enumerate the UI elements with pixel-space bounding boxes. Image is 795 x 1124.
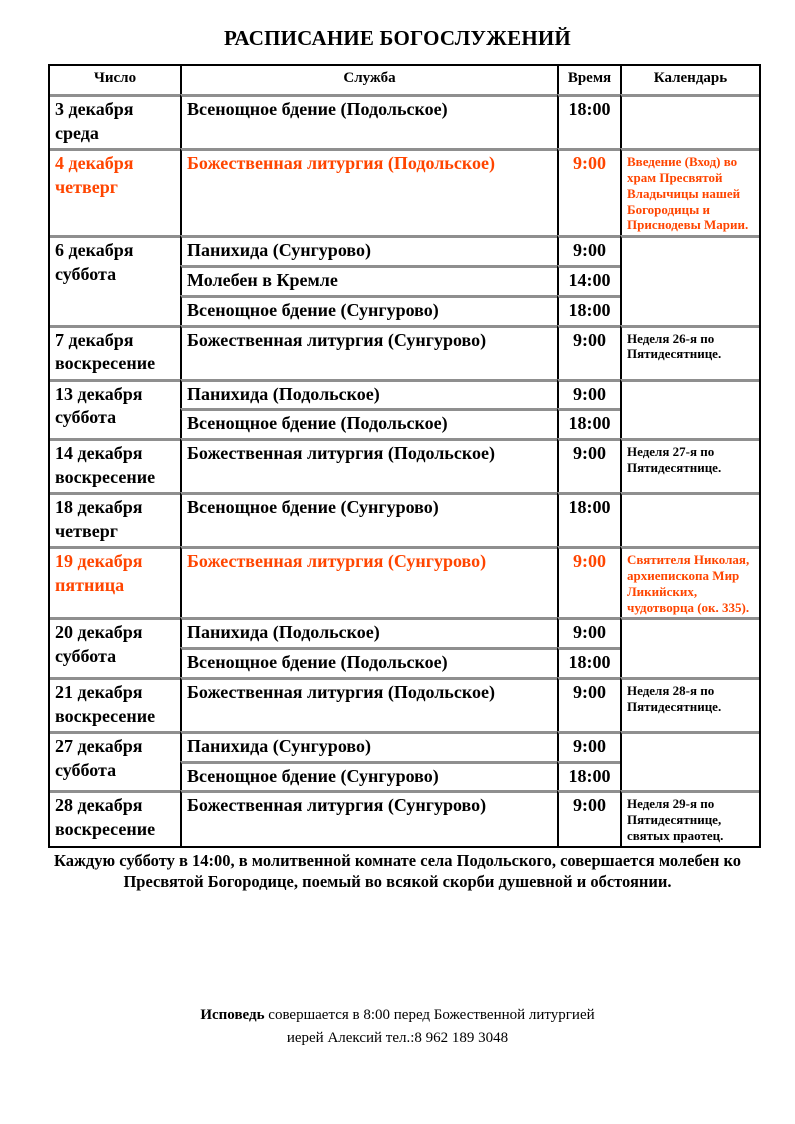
weekday-text: воскресение	[55, 819, 156, 840]
calendar-cell	[620, 492, 759, 546]
weekly-moleben-note: Каждую субботу в 14:00, в молитвенной комнате села Подольского, совершается молебен ко Пресвятой Богородице, поемый во всякой скорби душевной и обстоянии.	[53, 851, 742, 891]
time-cell: 9:00	[557, 731, 620, 761]
column-header-time: Время	[557, 66, 620, 94]
calendar-cell	[620, 731, 759, 791]
date-cell	[50, 546, 180, 617]
confession-line-rest: совершается в 8:00 перед Божественной литургией	[264, 1007, 595, 1024]
service-cell: Божественная литургия (Сунгурово)	[180, 790, 557, 846]
date-text: 13 декабря	[55, 383, 143, 404]
calendar-cell: Неделя 26-я по Пятидесятнице.	[620, 325, 759, 379]
date-text: 7 декабря	[55, 329, 134, 350]
date-text: 14 декабря	[55, 443, 143, 464]
date-cell	[50, 677, 180, 731]
date-cell	[50, 379, 180, 439]
time-cell: 18:00	[557, 647, 620, 677]
calendar-cell	[620, 617, 759, 677]
confession-note	[0, 1004, 795, 1049]
time-cell: 9:00	[557, 325, 620, 379]
time-cell: 9:00	[557, 790, 620, 846]
calendar-cell: Неделя 29-я по Пятидесятнице, святых праотец.	[620, 790, 759, 846]
weekday-text: суббота	[55, 407, 117, 428]
table-row	[50, 617, 759, 647]
calendar-cell	[620, 235, 759, 324]
schedule-body	[50, 94, 759, 846]
weekday-text: суббота	[55, 264, 117, 285]
service-cell: Божественная литургия (Сунгурово)	[180, 325, 557, 379]
service-cell: Панихида (Сунгурово)	[180, 731, 557, 761]
date-cell	[50, 148, 180, 235]
table-row	[50, 546, 759, 617]
service-cell: Божественная литургия (Сунгурово)	[180, 546, 557, 617]
table-row	[50, 492, 759, 546]
table-row	[50, 235, 759, 265]
time-cell: 9:00	[557, 617, 620, 647]
service-cell: Всенощное бдение (Сунгурово)	[180, 492, 557, 546]
service-cell: Всенощное бдение (Подольское)	[180, 647, 557, 677]
service-cell: Панихида (Подольское)	[180, 379, 557, 409]
time-cell: 18:00	[557, 295, 620, 325]
time-cell: 9:00	[557, 235, 620, 265]
service-cell: Панихида (Сунгурово)	[180, 235, 557, 265]
table-row	[50, 325, 759, 379]
column-header-date: Число	[93, 70, 137, 86]
time-cell: 9:00	[557, 677, 620, 731]
priest-phone-line: иерей Алексий тел.:8 962 189 3048	[286, 1029, 509, 1046]
weekday-text: четверг	[55, 176, 118, 197]
time-cell: 18:00	[557, 492, 620, 546]
date-cell	[50, 731, 180, 791]
calendar-cell: Неделя 28-я по Пятидесятнице.	[620, 677, 759, 731]
weekday-text: воскресение	[55, 353, 156, 374]
table-row	[50, 438, 759, 492]
calendar-cell	[620, 379, 759, 439]
weekday-text: четверг	[55, 520, 118, 541]
service-cell: Всенощное бдение (Подольское)	[180, 408, 557, 438]
date-cell	[50, 94, 180, 148]
time-cell: 9:00	[557, 148, 620, 235]
table-row	[50, 94, 759, 148]
date-text: 6 декабря	[55, 240, 134, 261]
confession-word-bold: Исповедь	[200, 1007, 265, 1024]
weekday-text: воскресение	[55, 466, 156, 487]
date-text: 19 декабря	[55, 551, 143, 572]
service-cell: Божественная литургия (Подольское)	[180, 148, 557, 235]
service-cell: Всенощное бдение (Сунгурово)	[180, 295, 557, 325]
time-cell: 9:00	[557, 438, 620, 492]
date-text: 3 декабря	[55, 99, 134, 119]
calendar-cell: Святителя Николая, архиепископа Мир Ликийских, чудотворца (ок. 335).	[620, 546, 759, 617]
weekday-text: суббота	[55, 759, 117, 780]
service-cell: Молебен в Кремле	[180, 265, 557, 295]
date-cell	[50, 438, 180, 492]
column-header-service: Служба	[180, 66, 557, 94]
service-cell: Божественная литургия (Подольское)	[180, 438, 557, 492]
time-cell: 9:00	[557, 379, 620, 409]
time-cell: 18:00	[557, 94, 620, 148]
table-row	[50, 731, 759, 761]
service-cell: Всенощное бдение (Подольское)	[180, 94, 557, 148]
date-cell	[50, 235, 180, 324]
weekday-text: воскресение	[55, 705, 156, 726]
date-text: 28 декабря	[55, 795, 143, 816]
table-row	[50, 790, 759, 846]
time-cell: 18:00	[557, 408, 620, 438]
column-header-calendar: Календарь	[620, 66, 759, 94]
calendar-cell: Неделя 27-я по Пятидесятнице.	[620, 438, 759, 492]
date-cell	[50, 325, 180, 379]
date-cell	[50, 617, 180, 677]
weekday-text: суббота	[55, 646, 117, 667]
page-title: РАСПИСАНИЕ БОГОСЛУЖЕНИЙ	[224, 26, 571, 50]
service-cell: Панихида (Подольское)	[180, 617, 557, 647]
date-text: 4 декабря	[55, 153, 134, 173]
table-header-row	[50, 66, 759, 94]
date-text: 20 декабря	[55, 622, 143, 643]
time-cell: 18:00	[557, 761, 620, 791]
date-cell	[50, 492, 180, 546]
table-row	[50, 379, 759, 409]
date-text: 21 декабря	[55, 681, 143, 702]
date-text: 27 декабря	[55, 735, 143, 756]
schedule-table	[48, 64, 761, 848]
service-cell: Божественная литургия (Подольское)	[180, 677, 557, 731]
table-row	[50, 148, 759, 235]
confession-line	[0, 1004, 795, 1027]
table-row	[50, 677, 759, 731]
calendar-cell	[620, 94, 759, 148]
calendar-cell: Введение (Вход) во храм Пресвятой Владычицы нашей Богородицы и Приснодевы Марии.	[620, 148, 759, 235]
service-cell: Всенощное бдение (Сунгурово)	[180, 761, 557, 791]
time-cell: 9:00	[557, 546, 620, 617]
time-cell: 14:00	[557, 265, 620, 295]
weekday-text: пятница	[55, 574, 125, 595]
date-text: 18 декабря	[55, 497, 143, 518]
weekday-text: среда	[55, 122, 99, 143]
date-cell	[50, 790, 180, 846]
